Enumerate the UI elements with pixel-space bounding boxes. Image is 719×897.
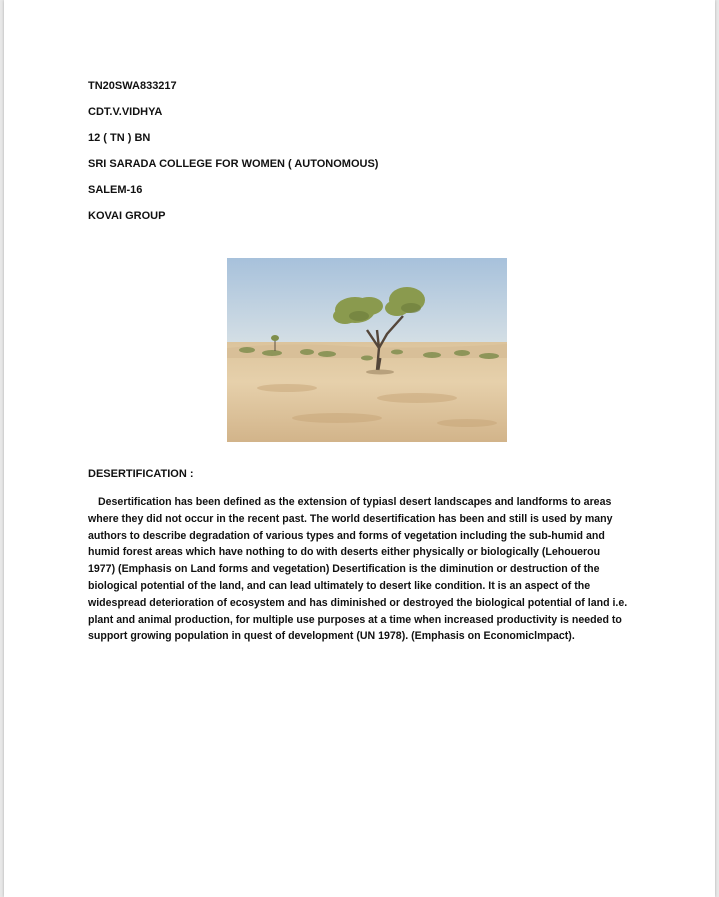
section-paragraph: Desertification has been defined as the extension of typiasl desert landscapes and landforms to areas where they did not occur in the recent past. The world desertification has been and still is used by many authors to describe degradation of various types and forms of vegetation including the sub-humid and humid forest areas which have nothing to do with deserts either physically or biologically (Lehouerou 1977) (Emphasis on Land forms and vegetation) Desertification is the diminution or destruction of the biological potential of the land, and can lead ultimately to desert like condition. It is an aspect of the widespread deterioration of ecosystem and has diminished or destroyed the biological potential of land i.e. plant and animal production, for multiple use purposes at a time when increased productivity is needed to support growing population in quest of development (UN 1978). (Emphasis on Economiclmpact). (88, 496, 628, 643)
college-city: SALEM-16 (88, 184, 143, 196)
group-name: KOVAI GROUP (88, 210, 166, 222)
college-name: SRI SARADA COLLEGE FOR WOMEN ( AUTONOMOUS) (88, 158, 379, 170)
cadet-name: CDT.V.VIDHYA (88, 106, 163, 118)
battalion-unit: 12 ( TN ) BN (88, 132, 151, 144)
document-page (4, 0, 715, 897)
desert-landscape-image (227, 258, 507, 442)
section-heading: DESERTIFICATION : (88, 468, 194, 480)
desert-tree-photo (227, 258, 507, 442)
registration-number: TN20SWA833217 (88, 80, 177, 92)
